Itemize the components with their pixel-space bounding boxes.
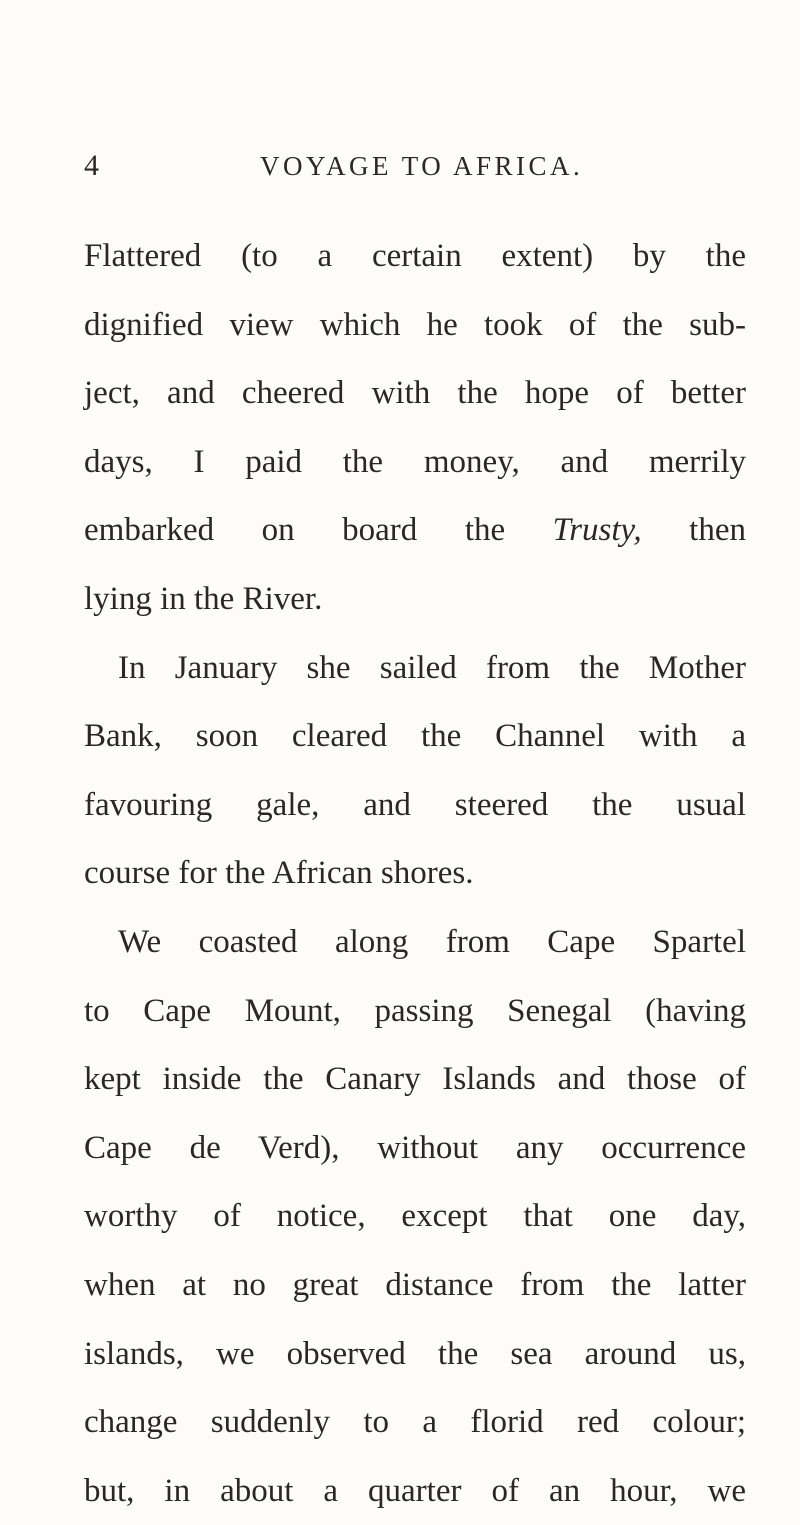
- text-segment: embarked on board the: [84, 512, 506, 549]
- text-line: kept inside the Canary Islands and those of: [84, 1061, 746, 1098]
- text-line: when at no great distance from the latter: [84, 1266, 746, 1303]
- text-line: favouring gale, and steered the usual: [84, 786, 746, 823]
- body-text: [84, 222, 746, 1525]
- text-line: days, I paid the money, and merrily: [84, 443, 746, 480]
- ship-name-italic: Trusty,: [552, 512, 642, 549]
- text-line: Cape de Verd), without any occurrence: [84, 1129, 746, 1166]
- text-line: In January she sailed from the Mother: [118, 649, 746, 686]
- text-line: but, in about a quarter of an hour, we: [84, 1472, 746, 1509]
- text-line: islands, we observed the sea around us,: [84, 1335, 746, 1372]
- running-head: [84, 146, 744, 186]
- text-line: Bank, soon cleared the Channel with a: [84, 718, 746, 755]
- text-line: change suddenly to a florid red colour;: [84, 1404, 746, 1441]
- running-title: VOYAGE TO AFRICA.: [260, 151, 584, 181]
- text-line: worthy of notice, except that one day,: [84, 1198, 746, 1235]
- page-number: 4: [84, 149, 99, 182]
- text-line: [84, 496, 746, 565]
- text-line: lying in the River.: [84, 580, 323, 617]
- text-line: Flattered (to a certain extent) by the: [84, 238, 746, 274]
- text-line: We coasted along from Cape Spartel: [118, 923, 746, 960]
- text-line: course for the African shores.: [84, 855, 474, 892]
- text-line: dignified view which he took of the sub-: [84, 306, 746, 343]
- text-line: ject, and cheered with the hope of better: [84, 375, 746, 412]
- text-segment: then: [689, 512, 746, 549]
- text-line: to Cape Mount, passing Senegal (having: [84, 992, 746, 1029]
